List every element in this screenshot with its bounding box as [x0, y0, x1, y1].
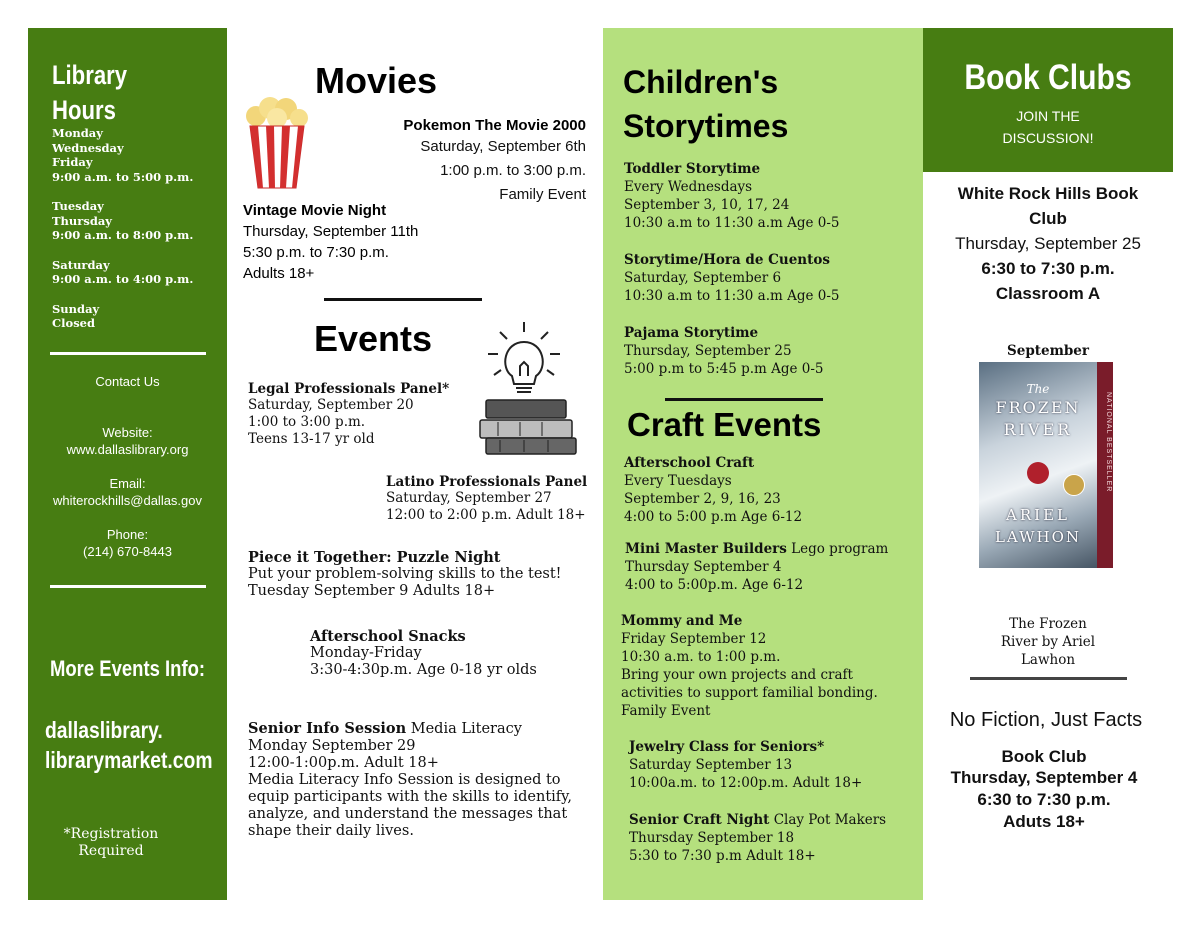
event-title: Piece it Together: Puzzle Night [248, 549, 501, 566]
no-fiction-heading: No Fiction, Just Facts [949, 709, 1143, 731]
day-label: Sunday [52, 301, 100, 316]
lego-program [625, 540, 888, 594]
event-title-row [625, 540, 888, 558]
club-time: 6:30 to 7:30 p.m. [977, 790, 1111, 809]
events-url-line: dallaslibrary. [45, 717, 163, 743]
event-line: September 3, 10, 17, 24 [624, 197, 790, 213]
divider [50, 585, 206, 588]
movie-date: Thursday, September 11th [243, 223, 419, 240]
club-time: 6:30 to 7:30 p.m. [981, 259, 1115, 278]
hours-title [52, 58, 127, 128]
event-title: Senior Info Session [248, 720, 407, 737]
caption-line: Lawhon [1020, 652, 1076, 668]
event-line: 4:00 to 5:00p.m. Age 6-12 [625, 577, 804, 593]
phone-label: Phone: [106, 527, 149, 542]
club-room: Classroom A [995, 284, 1101, 303]
event-line: Bring your own projects and craft [621, 667, 853, 683]
event-title-row [248, 720, 572, 738]
club-name: Book Club [1001, 747, 1087, 766]
senior-info-event [248, 720, 572, 840]
website-label: Website: [102, 425, 153, 440]
movie-date: Saturday, September 6th [420, 138, 586, 155]
event-line: Thursday September 18 [629, 830, 795, 846]
storytimes-heading [623, 60, 788, 148]
library-hours-panel [28, 28, 227, 900]
book-clubs-subtitle [923, 105, 1173, 149]
day-label: Tuesday [52, 199, 104, 213]
club-date: Thursday, September 4 [950, 768, 1138, 787]
event-title: Mini Master Builders [625, 541, 787, 557]
book-clubs-header [923, 28, 1173, 172]
cover-cardinal [1027, 462, 1049, 484]
club-name: White Rock Hills Book [957, 184, 1139, 203]
movies-heading: Movies [315, 60, 438, 101]
latino-panel-event [386, 474, 587, 524]
movie-title: Vintage Movie Night [243, 202, 387, 219]
subtitle-line: DISCUSSION! [1002, 130, 1094, 146]
heading-line: Children's [623, 64, 779, 100]
day-label: Saturday [52, 257, 110, 272]
mommy-and-me [621, 612, 878, 720]
cover-award-seal [1063, 474, 1085, 496]
event-subtitle: Media Literacy [406, 721, 522, 737]
afterschool-snacks-event [310, 628, 537, 679]
popcorn-icon [244, 96, 310, 192]
book-cover-image [979, 362, 1113, 568]
caption-line: The Frozen [1009, 616, 1087, 632]
event-title: Senior Craft Night [629, 812, 770, 828]
hours-schedule [52, 126, 193, 331]
cover-title: The [1026, 382, 1050, 396]
event-title: Jewelry Class for Seniors* [629, 739, 825, 755]
event-line: 10:30 a.m to 11:30 a.m Age 0-5 [624, 288, 840, 304]
jewelry-class [629, 738, 862, 792]
event-line: Monday-Friday [310, 645, 422, 661]
divider [970, 677, 1127, 680]
event-line: 10:30 a.m to 11:30 a.m Age 0-5 [624, 215, 840, 231]
hours-time: 9:00 a.m. to 4:00 p.m. [52, 272, 194, 286]
event-line: 1:00 to 3:00 p.m. [248, 414, 366, 430]
event-line: Saturday, September 20 [248, 397, 414, 413]
event-line: Tuesday September 9 Adults 18+ [248, 583, 496, 599]
event-title: Mommy and Me [621, 613, 743, 629]
event-line: analyze, and understand the messages that [248, 806, 568, 822]
website-link[interactable]: www.dallaslibrary.org [66, 442, 189, 457]
registration-note [28, 826, 194, 860]
pajama-storytime [624, 324, 824, 378]
afterschool-craft [624, 454, 802, 526]
cover-spine-text: NATIONAL BESTSELLER [1105, 392, 1112, 493]
event-line: Saturday, September 27 [386, 490, 552, 506]
day-label: Monday [52, 126, 103, 140]
club-note: Aduts 18+ [1003, 812, 1085, 831]
white-rock-book-club [923, 181, 1173, 306]
more-events-heading: More Events Info: [50, 656, 206, 681]
email-label: Email: [109, 476, 146, 491]
event-line: Saturday September 13 [629, 757, 793, 773]
event-line: 3:30-4:30p.m. Age 0-18 yr olds [310, 662, 537, 678]
phone-number: (214) 670-8443 [83, 544, 172, 559]
events-url-line: librarymarket.com [45, 747, 213, 773]
event-line: Monday September 29 [248, 738, 416, 754]
book-clubs-heading: Book Clubs [964, 58, 1132, 97]
hours-time: 9:00 a.m. to 5:00 p.m. [52, 169, 194, 184]
toddler-storytime [624, 160, 840, 232]
no-fiction-book-club [923, 746, 1165, 833]
registration-line: Required [78, 843, 144, 859]
puzzle-night-event [248, 549, 562, 600]
legal-panel-event [248, 381, 449, 448]
movie-note: Family Event [499, 186, 586, 203]
event-line: Saturday, September 6 [624, 270, 782, 286]
hora-de-cuentos [624, 251, 840, 305]
day-label: Wednesday [52, 140, 124, 155]
events-heading: Events [314, 318, 433, 359]
book-caption [923, 615, 1173, 669]
event-line: Teens 13-17 yr old [248, 431, 375, 447]
event-title: Legal Professionals Panel* [248, 381, 450, 397]
contact-heading: Contact Us [95, 374, 160, 389]
cover-title: FROZEN [995, 398, 1081, 417]
movie-note: Adults 18+ [243, 265, 315, 282]
event-line: Put your problem-solving skills to the test! [248, 566, 562, 582]
event-line: shape their daily lives. [248, 823, 414, 839]
day-label: Friday [52, 155, 93, 169]
event-title: Toddler Storytime [624, 161, 761, 177]
movie-time: 5:30 p.m. to 7:30 p.m. [243, 244, 389, 261]
vintage-movie [243, 201, 418, 284]
event-line: Every Wednesdays [624, 179, 753, 195]
event-line: 12:00 to 2:00 p.m. Adult 18+ [386, 507, 586, 523]
event-title: Storytime/Hora de Cuentos [624, 252, 830, 268]
event-subtitle: Clay Pot Makers [769, 812, 887, 828]
book-month: September [1006, 343, 1090, 359]
event-title: Afterschool Craft [624, 455, 755, 471]
event-line: 10:00a.m. to 12:00p.m. Adult 18+ [629, 775, 863, 791]
pokemon-movie [330, 117, 586, 207]
divider [50, 352, 206, 355]
event-title: Pajama Storytime [624, 325, 759, 341]
hours-time: Closed [52, 316, 96, 330]
childrens-panel [603, 28, 923, 900]
event-subtitle: Lego program [786, 541, 889, 557]
event-line: 5:00 p.m to 5:45 p.m Age 0-5 [624, 361, 824, 377]
movie-time: 1:00 p.m. to 3:00 p.m. [440, 162, 586, 179]
event-line: September 2, 9, 16, 23 [624, 491, 781, 507]
heading-line: Storytimes [623, 108, 789, 144]
event-line: activities to support familial bonding. [621, 685, 878, 701]
registration-line: *Registration [63, 826, 159, 842]
events-url[interactable] [45, 715, 213, 775]
day-label: Thursday [52, 213, 112, 228]
divider [324, 298, 482, 301]
event-title-row [629, 811, 886, 829]
email-link[interactable]: whiterockhills@dallas.gov [52, 493, 203, 508]
cover-title: RIVER [1003, 420, 1073, 439]
hours-title-line: Library [52, 60, 128, 90]
lightbulb-books-icon [476, 320, 580, 456]
movie-title: Pokemon The Movie 2000 [403, 117, 586, 134]
event-title: Latino Professionals Panel [386, 474, 588, 490]
club-date: Thursday, September 25 [955, 234, 1141, 253]
event-line: Family Event [621, 703, 711, 719]
hours-title-line: Hours [52, 95, 116, 125]
event-line: 4:00 to 5:00 p.m Age 6-12 [624, 509, 803, 525]
subtitle-line: JOIN THE [1016, 108, 1080, 124]
event-line: Every Tuesdays [624, 473, 732, 489]
craft-events-heading: Craft Events [627, 406, 822, 443]
event-line: 5:30 to 7:30 p.m Adult 18+ [629, 848, 816, 864]
club-name: Club [1029, 209, 1067, 228]
senior-craft-night [629, 811, 886, 865]
event-line: equip participants with the skills to identify, [248, 789, 573, 805]
event-line: Thursday, September 25 [624, 343, 792, 359]
event-line: Media Literacy Info Session is designed to [248, 772, 561, 788]
event-line: Thursday September 4 [625, 559, 782, 575]
divider [665, 398, 823, 401]
event-title: Afterschool Snacks [310, 628, 466, 645]
event-line: 10:30 a.m. to 1:00 p.m. [621, 649, 781, 665]
caption-line: River by Ariel [1000, 634, 1096, 650]
event-line: 12:00-1:00p.m. Adult 18+ [248, 755, 439, 771]
cover-author: LAWHON [994, 528, 1082, 546]
event-line: Friday September 12 [621, 631, 767, 647]
cover-author: ARIEL [1006, 506, 1070, 524]
hours-time: 9:00 a.m. to 8:00 p.m. [52, 228, 194, 242]
